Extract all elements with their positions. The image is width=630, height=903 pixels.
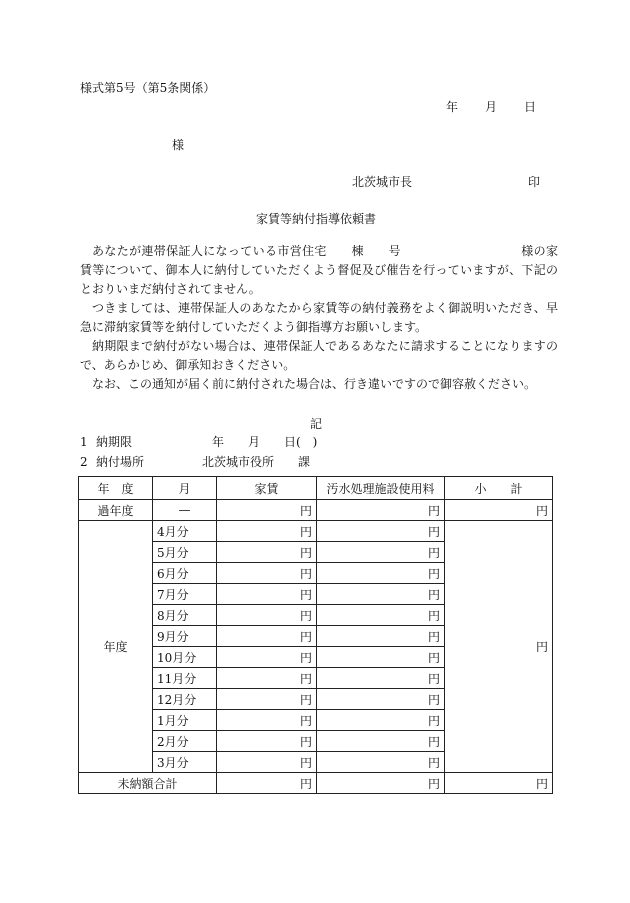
rent-cell: 円 bbox=[217, 563, 317, 584]
rent-cell: 円 bbox=[217, 689, 317, 710]
rent-cell: 円 bbox=[217, 626, 317, 647]
past-year-month: — bbox=[153, 500, 217, 521]
table-row bbox=[79, 521, 553, 542]
rent-cell: 円 bbox=[217, 521, 317, 542]
sewage-cell: 円 bbox=[317, 752, 445, 773]
sewage-cell: 円 bbox=[317, 689, 445, 710]
rent-cell: 円 bbox=[217, 542, 317, 563]
header-sewage-fee: 汚水処理施設使用料 bbox=[317, 477, 445, 500]
past-year-rent: 円 bbox=[217, 500, 317, 521]
sewage-cell: 円 bbox=[317, 563, 445, 584]
ki-heading: 記 bbox=[310, 417, 323, 431]
total-rent: 円 bbox=[217, 773, 317, 794]
total-label: 未納額合計 bbox=[79, 773, 217, 794]
header-subtotal: 小 計 bbox=[445, 477, 553, 500]
body-text bbox=[80, 242, 558, 394]
item-2-number: 2 bbox=[80, 455, 88, 469]
document-title: 家賃等納付指導依頼書 bbox=[256, 212, 377, 226]
item-1-label: 納期限 bbox=[96, 435, 133, 449]
header-rent: 家賃 bbox=[217, 477, 317, 500]
sewage-cell: 円 bbox=[317, 668, 445, 689]
sewage-cell: 円 bbox=[317, 626, 445, 647]
table-header-row bbox=[79, 477, 553, 500]
sender-name: 北茨城市長 bbox=[352, 175, 413, 189]
addressee-suffix: 様 bbox=[172, 138, 185, 152]
year-label: 年度 bbox=[79, 521, 153, 773]
year-subtotal: 円 bbox=[445, 521, 553, 773]
item-2-value: 北茨城市役所 課 bbox=[202, 455, 311, 469]
item-2-label: 納付場所 bbox=[96, 455, 145, 469]
month-cell: 10月分 bbox=[153, 647, 217, 668]
rent-cell: 円 bbox=[217, 584, 317, 605]
month-cell: 12月分 bbox=[153, 689, 217, 710]
month-cell: 5月分 bbox=[153, 542, 217, 563]
rent-cell: 円 bbox=[217, 668, 317, 689]
seal-mark: 印 bbox=[528, 175, 541, 189]
month-cell: 6月分 bbox=[153, 563, 217, 584]
sewage-cell: 円 bbox=[317, 584, 445, 605]
rent-cell: 円 bbox=[217, 710, 317, 731]
rent-cell: 円 bbox=[217, 731, 317, 752]
date-line: 年 月 日 bbox=[446, 100, 538, 114]
total-subtotal: 円 bbox=[445, 773, 553, 794]
form-number: 様式第5号（第5条関係） bbox=[80, 81, 216, 95]
item-1-value: 年 月 日( ) bbox=[212, 435, 318, 449]
rent-cell: 円 bbox=[217, 752, 317, 773]
table-row-past-year bbox=[79, 500, 553, 521]
p1-rest: 等について、御本人に納付していただくよう督促及び催告を行っていますが、下記のとおりいまだ納付されてません。 bbox=[80, 263, 558, 296]
month-cell: 8月分 bbox=[153, 605, 217, 626]
month-cell: 7月分 bbox=[153, 584, 217, 605]
month-cell: 3月分 bbox=[153, 752, 217, 773]
rent-cell: 円 bbox=[217, 605, 317, 626]
paragraph-1 bbox=[80, 242, 558, 299]
month-cell: 11月分 bbox=[153, 668, 217, 689]
paragraph-3: 納期限まで納付がない場合は、連帯保証人であるあなたに請求することになりますので、あらかじめ、御承知おきください。 bbox=[80, 339, 558, 372]
month-cell: 2月分 bbox=[153, 731, 217, 752]
sewage-cell: 円 bbox=[317, 542, 445, 563]
paragraph-4: なお、この通知が届く前に納付された場合は、行き違いですので御容赦ください。 bbox=[92, 377, 537, 391]
month-cell: 9月分 bbox=[153, 626, 217, 647]
sewage-cell: 円 bbox=[317, 521, 445, 542]
month-cell: 4月分 bbox=[153, 521, 217, 542]
p1-line1-suffix: 様の家賃 bbox=[80, 244, 558, 277]
past-year-sewage: 円 bbox=[317, 500, 445, 521]
sewage-cell: 円 bbox=[317, 605, 445, 626]
past-year-label: 過年度 bbox=[79, 500, 153, 521]
p1-line1-prefix: あなたが連帯保証人になっている市営住宅 棟 号 bbox=[92, 244, 401, 258]
item-1-number: 1 bbox=[80, 435, 88, 449]
arrears-table bbox=[78, 476, 553, 794]
header-fiscal-year: 年 度 bbox=[79, 477, 153, 500]
table-row-total bbox=[79, 773, 553, 794]
month-cell: 1月分 bbox=[153, 710, 217, 731]
paragraph-2: つきましては、連帯保証人のあなたから家賃等の納付義務をよく御説明いただき、早急に滞納家賃等を納付していただくよう御指導方お願いします。 bbox=[80, 301, 558, 334]
sewage-cell: 円 bbox=[317, 710, 445, 731]
sewage-cell: 円 bbox=[317, 731, 445, 752]
total-sewage: 円 bbox=[317, 773, 445, 794]
header-month: 月 bbox=[153, 477, 217, 500]
sewage-cell: 円 bbox=[317, 647, 445, 668]
rent-cell: 円 bbox=[217, 647, 317, 668]
past-year-subtotal: 円 bbox=[445, 500, 553, 521]
